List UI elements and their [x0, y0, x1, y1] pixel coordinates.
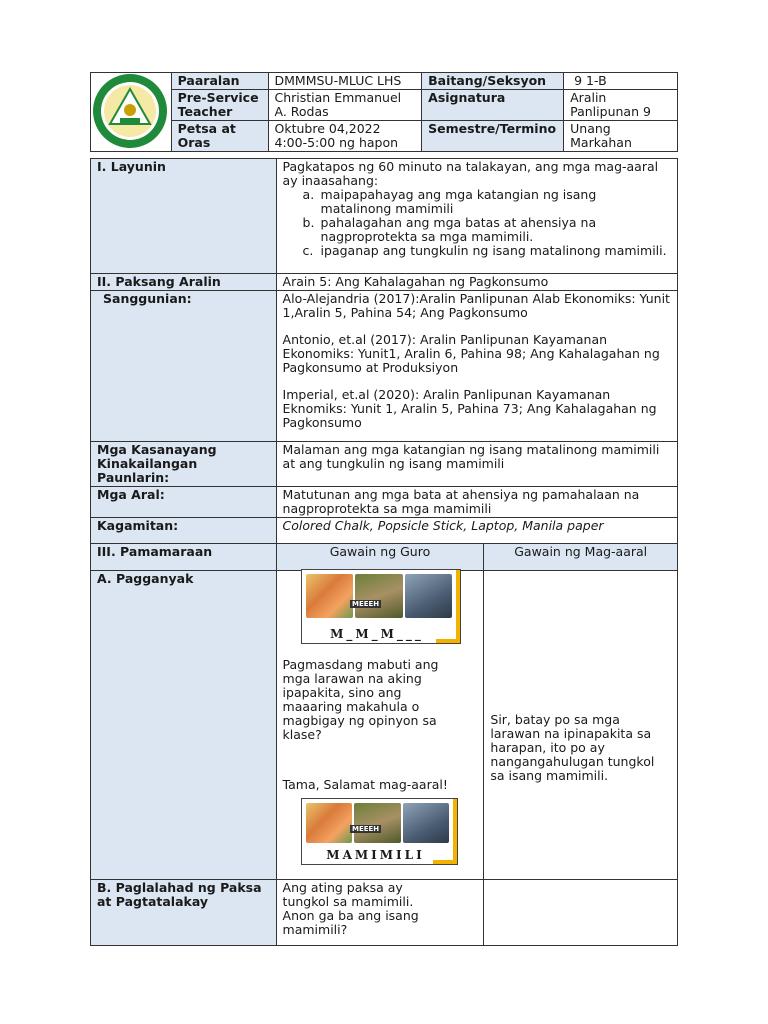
values-label: Mga Aral: — [91, 487, 277, 518]
motivation-student-cell — [484, 571, 678, 880]
objective-item: b. pahalagahan ang mga batas at ahensiya na nagproprotekta sa mga mamimili. — [302, 215, 597, 244]
accent-bar — [436, 639, 460, 643]
clothing-photo — [403, 803, 449, 843]
skills-label: Mga Kasanayang Kinakailangan Paunlarin: — [91, 442, 277, 487]
materials-value: Colored Chalk, Popsicle Stick, Laptop, Manila paper — [276, 518, 677, 544]
objectives-cell — [276, 159, 677, 274]
values-value: Matutunan ang mga bata at ahensiya ng pamahalaan na nagproprotekta sa mga mamimili — [276, 487, 677, 518]
objective-item: a. maipapahayag ang mga katangian ng isang matalinong mamimili — [302, 187, 597, 216]
header-table — [90, 72, 678, 152]
goat-photo — [354, 803, 400, 843]
references-cell — [276, 291, 677, 442]
topic-value: Arain 5: Ang Kahalagahan ng Pagkonsumo — [276, 274, 677, 291]
objectives-intro: Pagkatapos ng 60 minuto na talakayan, ang mga mag-aaral ay inaasahang: — [282, 159, 659, 188]
motivation-image-puzzle — [301, 569, 461, 644]
teacher-value: Christian Emmanuel A. Rodas — [268, 90, 422, 121]
reference-item: Imperial, et.al (2020): Aralin Panlipunan Kayamanan Eknomiks: Yunit 1, Aralin 5, Pahina 73; Ang Kahalagahan ng Pagkonsumo — [282, 387, 657, 430]
term-value: Unang Markahan — [564, 121, 678, 152]
objectives-label: I. Layunin — [91, 159, 277, 274]
grade-label: Baitang/Seksyon — [422, 73, 564, 90]
accent-bar — [456, 570, 460, 643]
logo-cell — [91, 73, 172, 152]
objective-item: c. ipaganap ang tungkulin ng isang matalinong mamimili. — [302, 243, 667, 258]
reference-item: Alo-Alejandria (2017):Aralin Panlipunan Alab Ekonomiks: Yunit 1,Aralin 5, Pahina 54; Ang Pagkonsumo — [282, 291, 670, 320]
consumer-photos — [306, 803, 449, 843]
skills-value: Malaman ang mga katangian ng isang matalinong mamimili at ang tungkulin ng isang mamimili — [276, 442, 677, 487]
school-value: DMMMSU-MLUC LHS — [268, 73, 422, 90]
accent-bar — [453, 799, 457, 864]
date-value — [268, 121, 422, 152]
materials-label: Kagamitan: — [91, 518, 277, 544]
time-line: 4:00-5:00 ng hapon — [274, 135, 399, 150]
references-label: Sanggunian: — [91, 291, 277, 442]
date-line: Oktubre 04,2022 — [274, 121, 381, 136]
goat-badge: MEEEH — [352, 825, 380, 833]
presentation-teacher-cell — [276, 880, 484, 946]
teacher-label: Pre-Service Teacher — [171, 90, 268, 121]
clothing-photo — [405, 574, 452, 618]
goat-photo — [355, 574, 402, 618]
teacher-column-header: Gawain ng Guro — [276, 544, 484, 571]
puzzle-caption: M_M_M___ — [330, 627, 424, 641]
objectives-list — [283, 188, 671, 258]
motivation-teacher-text: Pagmasdang mabuti ang mga larawan na aking ipapakita, sino ang maaaring makahula o magbigay ng opinyon sa klase? — [282, 657, 439, 742]
subject-label: Asignatura — [422, 90, 564, 121]
presentation-student-cell — [484, 880, 678, 946]
school-label: Paaralan — [171, 73, 268, 90]
subject-value: Aralin Panlipunan 9 — [564, 90, 678, 121]
grade-value: 9 1-B — [564, 73, 678, 90]
topic-label: II. Paksang Aralin — [91, 274, 277, 291]
goat-badge: MEEEH — [352, 600, 380, 608]
consumer-photos — [306, 574, 452, 618]
procedure-label: III. Pamamaraan — [91, 544, 277, 571]
presentation-label: B. Paglalahad ng Paksa at Pagtatalakay — [91, 880, 277, 946]
reference-item: Antonio, et.al (2017): Aralin Panlipunan Kayamanan Ekonomiks: Yunit1, Aralin 6, Pahina 98; Ang Kahalagahan ng Pagkonsumo at Produksiyon — [282, 332, 660, 375]
student-column-header: Gawain ng Mag-aaral — [484, 544, 678, 571]
motivation-teacher-reply: Tama, Salamat mag-aaral! — [282, 777, 448, 792]
motivation-label: A. Pagganyak — [91, 571, 277, 880]
answer-caption: MAMIMILI — [326, 848, 425, 862]
accent-bar — [433, 860, 457, 864]
food-photo — [306, 803, 352, 843]
presentation-teacher-question: Anon ga ba ang isang mamimili? — [282, 908, 419, 937]
motivation-image-answer — [301, 798, 458, 865]
term-label: Semestre/Termino — [422, 121, 564, 152]
motivation-student-text: Sir, batay po sa mga larawan na ipinapakita sa harapan, ito po ay nangangahulugan tungkol sa isang mamimili. — [490, 712, 655, 783]
presentation-teacher-text: Ang ating paksa ay tungkol sa mamimili. — [282, 880, 414, 909]
food-photo — [306, 574, 353, 618]
date-label: Petsa at Oras — [171, 121, 268, 152]
